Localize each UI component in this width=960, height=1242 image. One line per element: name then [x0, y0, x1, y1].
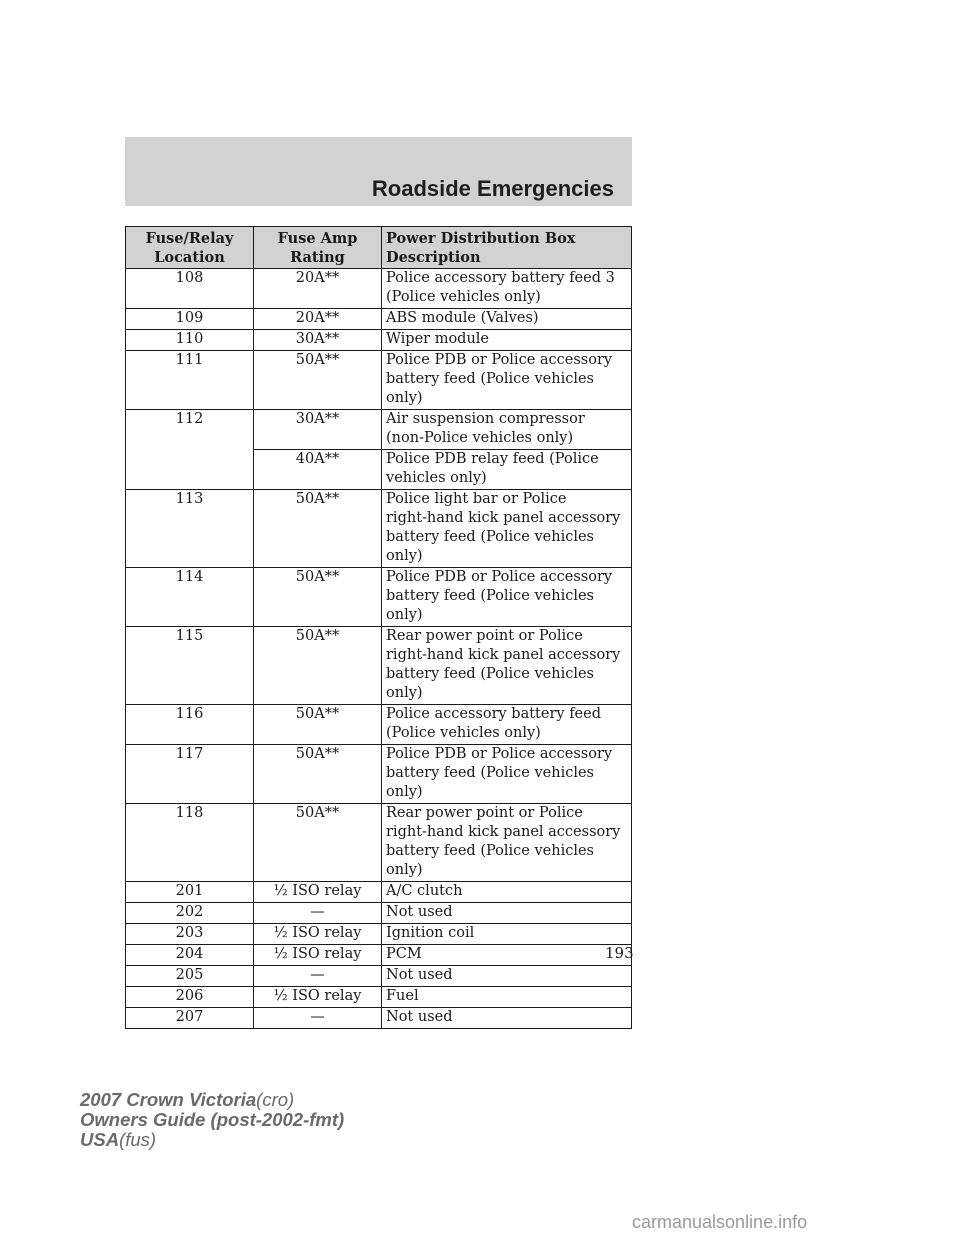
cell-location: 204	[126, 945, 254, 966]
cell-description	[382, 450, 632, 490]
cell-rating: —	[254, 1008, 382, 1029]
description-line: Air suspension compressor	[386, 411, 585, 427]
description-line: Ignition coil	[386, 925, 475, 941]
table-row	[126, 1008, 632, 1029]
cell-description	[382, 804, 632, 882]
table-row	[126, 330, 632, 351]
description-line: ABS module (Valves)	[386, 310, 539, 326]
description-line: Not used	[386, 904, 453, 920]
footer-line-3: USA(fus)	[80, 1129, 157, 1150]
cell-rating: 50A**	[254, 745, 382, 804]
description-line: right-hand kick panel accessory	[386, 510, 621, 526]
description-line: A/C clutch	[386, 883, 463, 899]
cell-description	[382, 568, 632, 627]
cell-location: 109	[126, 309, 254, 330]
cell-location: 110	[126, 330, 254, 351]
table-row	[126, 269, 632, 309]
cell-rating: 50A**	[254, 351, 382, 410]
description-line: PCM	[386, 946, 422, 962]
cell-location: 113	[126, 490, 254, 568]
column-header-rating: Fuse Amp Rating	[254, 227, 382, 269]
cell-description	[382, 882, 632, 903]
description-line: (Police vehicles only)	[386, 289, 541, 305]
cell-rating: ½ ISO relay	[254, 945, 382, 966]
table-row	[126, 987, 632, 1008]
cell-rating: 50A**	[254, 627, 382, 705]
description-line: Police light bar or Police	[386, 491, 567, 507]
cell-location: 202	[126, 903, 254, 924]
cell-description	[382, 987, 632, 1008]
table-row	[126, 351, 632, 410]
cell-description	[382, 966, 632, 987]
cell-location: 117	[126, 745, 254, 804]
table-row	[126, 410, 632, 450]
cell-location: 207	[126, 1008, 254, 1029]
table-row	[126, 966, 632, 987]
cell-location	[126, 450, 254, 490]
table-row	[126, 745, 632, 804]
cell-rating: —	[254, 966, 382, 987]
description-line: Police accessory battery feed 3	[386, 270, 615, 286]
cell-location: 118	[126, 804, 254, 882]
table-row	[126, 490, 632, 568]
cell-description	[382, 705, 632, 745]
column-header-location: Fuse/Relay Location	[126, 227, 254, 269]
table-row	[126, 882, 632, 903]
cell-description	[382, 627, 632, 705]
cell-location: 205	[126, 966, 254, 987]
description-line: battery feed (Police vehicles only)	[386, 371, 594, 406]
cell-location: 206	[126, 987, 254, 1008]
table-body	[126, 269, 632, 1029]
description-line: Police PDB or Police accessory	[386, 746, 613, 762]
description-line: Wiper module	[386, 331, 490, 347]
cell-rating: 50A**	[254, 705, 382, 745]
description-line: Not used	[386, 1009, 453, 1025]
cell-rating: —	[254, 903, 382, 924]
cell-rating: 50A**	[254, 568, 382, 627]
cell-description	[382, 903, 632, 924]
table-row	[126, 450, 632, 490]
description-line: right-hand kick panel accessory	[386, 647, 621, 663]
cell-description	[382, 410, 632, 450]
cell-description	[382, 351, 632, 410]
cell-rating: ½ ISO relay	[254, 882, 382, 903]
cell-location: 111	[126, 351, 254, 410]
description-line: right-hand kick panel accessory	[386, 824, 621, 840]
table-header-row	[126, 227, 632, 269]
description-line: vehicles only)	[386, 470, 487, 486]
cell-location: 116	[126, 705, 254, 745]
cell-location: 114	[126, 568, 254, 627]
cell-location: 201	[126, 882, 254, 903]
description-line: Not used	[386, 967, 453, 983]
description-line: Police PDB or Police accessory	[386, 352, 613, 368]
section-header-band	[125, 137, 632, 206]
description-line: Police PDB or Police accessory	[386, 569, 613, 585]
footer-line-1: 2007 Crown Victoria(cro)	[80, 1089, 295, 1110]
description-line: Rear power point or Police	[386, 628, 583, 644]
table-row	[126, 568, 632, 627]
cell-rating: ½ ISO relay	[254, 924, 382, 945]
cell-description	[382, 945, 632, 966]
cell-description	[382, 745, 632, 804]
column-header-description: Power Distribution Box Description	[382, 227, 632, 269]
description-line: battery feed (Police vehicles only)	[386, 529, 594, 564]
cell-rating: 20A**	[254, 269, 382, 309]
description-line: Police accessory battery feed	[386, 706, 602, 722]
cell-location: 112	[126, 410, 254, 450]
cell-rating: 30A**	[254, 410, 382, 450]
fuse-table	[125, 226, 632, 1029]
page-number: 193	[605, 944, 634, 962]
description-line: battery feed (Police vehicles only)	[386, 666, 594, 701]
table-row	[126, 945, 632, 966]
description-line: Fuel	[386, 988, 419, 1004]
description-line: (non-Police vehicles only)	[386, 430, 574, 446]
table-row	[126, 804, 632, 882]
cell-description	[382, 309, 632, 330]
table-row	[126, 627, 632, 705]
cell-rating: 30A**	[254, 330, 382, 351]
footer-line-2: Owners Guide (post-2002-fmt)	[80, 1109, 345, 1130]
cell-description	[382, 1008, 632, 1029]
description-line: battery feed (Police vehicles only)	[386, 765, 594, 800]
cell-description	[382, 330, 632, 351]
cell-description	[382, 924, 632, 945]
cell-rating: 50A**	[254, 804, 382, 882]
table-row	[126, 903, 632, 924]
cell-rating: 50A**	[254, 490, 382, 568]
table-row	[126, 705, 632, 745]
cell-location: 203	[126, 924, 254, 945]
table-row	[126, 924, 632, 945]
description-line: battery feed (Police vehicles only)	[386, 843, 594, 878]
footer	[80, 1090, 344, 1150]
section-title: Roadside Emergencies	[371, 176, 614, 201]
description-line: battery feed (Police vehicles only)	[386, 588, 594, 623]
table-row	[126, 309, 632, 330]
cell-rating: 40A**	[254, 450, 382, 490]
cell-location: 115	[126, 627, 254, 705]
cell-description	[382, 269, 632, 309]
cell-rating: ½ ISO relay	[254, 987, 382, 1008]
cell-location: 108	[126, 269, 254, 309]
cell-description	[382, 490, 632, 568]
watermark: carmanualsonline.info	[632, 1212, 808, 1232]
description-line: (Police vehicles only)	[386, 725, 541, 741]
cell-rating: 20A**	[254, 309, 382, 330]
description-line: Rear power point or Police	[386, 805, 583, 821]
description-line: Police PDB relay feed (Police	[386, 451, 599, 467]
